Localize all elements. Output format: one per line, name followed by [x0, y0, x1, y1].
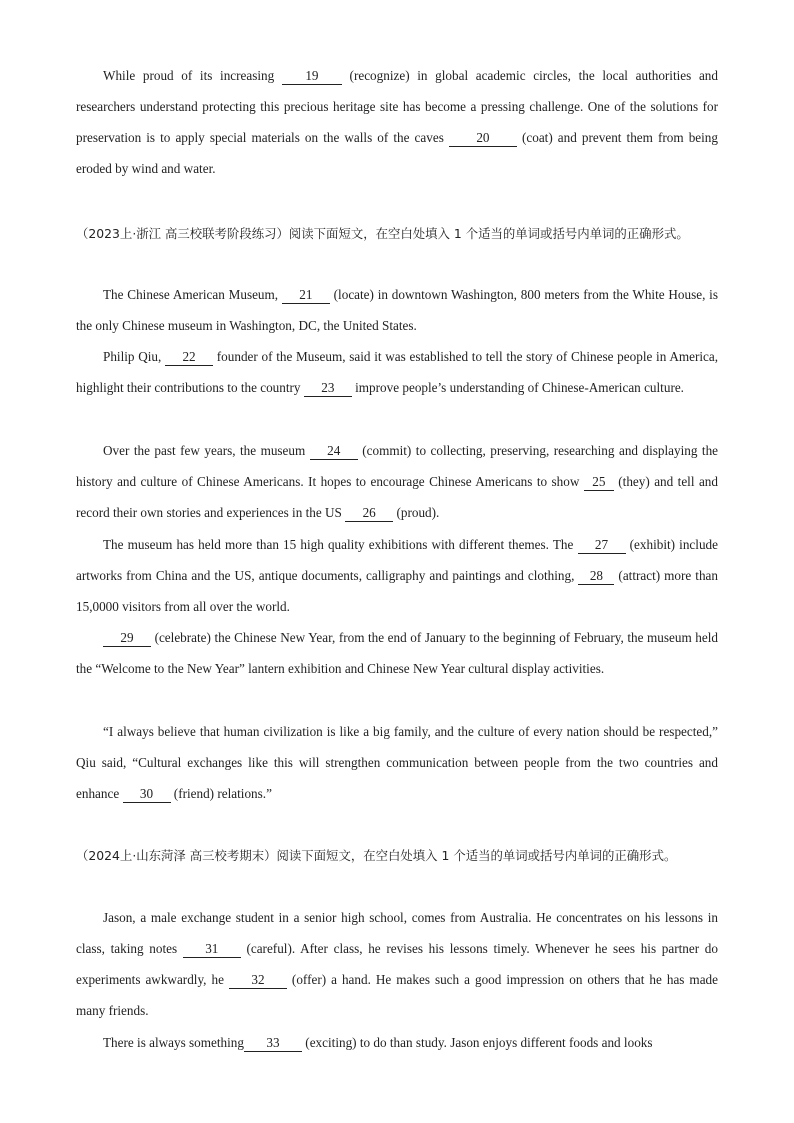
answer-blank-29[interactable]: 29 [103, 630, 151, 647]
answer-blank-24[interactable]: 24 [310, 443, 358, 460]
paragraph [76, 279, 718, 341]
paragraph [76, 622, 718, 684]
answer-blank-23[interactable]: 23 [304, 380, 352, 397]
paragraph [76, 60, 718, 184]
answer-blank-19[interactable]: 19 [282, 68, 342, 85]
paragraph-text: (commit) to collecting, preserving, researching and displaying the history and culture of Chinese Americans. It hopes to encourage Chinese Americans to show [76, 443, 719, 489]
paragraph-text: (coat) and prevent them from being eroded by wind and water. [76, 130, 718, 176]
answer-blank-22[interactable]: 22 [165, 349, 213, 366]
paragraph-text: (locate) in downtown Washington, 800 meters from the White House, is the only Chinese museum in Washington, DC, the United States. [76, 287, 718, 333]
paragraph-text: (recognize) in global academic circles, the local authorities and researchers understand protecting this precious heritage site has become a pressing challenge. One of the solutions for preservation is to apply special materials on the walls of the caves [76, 68, 718, 145]
section-heading: （2024上·山东菏泽 高三校考期末）阅读下面短文，在空白处填入 1 个适当的单词或括号内单词的正确形式。 [76, 848, 677, 863]
answer-blank-25[interactable]: 25 [584, 474, 614, 491]
answer-blank-31[interactable]: 31 [183, 941, 241, 958]
answer-blank-32[interactable]: 32 [229, 972, 287, 989]
paragraph [76, 529, 718, 622]
paragraph-text: (exhibit) include artworks from China and the US, antique documents, calligraphy and paintings and clothing, [76, 537, 718, 583]
paragraph-text: Jason, a male exchange student in a senior high school, comes from Australia. He concentrates on his lessons in class, taking notes [76, 910, 718, 956]
paragraph-text: (celebrate) the Chinese New Year, from the end of January to the beginning of February, the museum held the “Welcome to the New Year” lantern exhibition and Chinese New Year cultural display activities. [76, 630, 718, 676]
paragraph-text: (proud). [393, 505, 440, 520]
paragraph-text: (careful). After class, he revises his lessons timely. Whenever he sees his partner do experiments awkwardly, he [76, 941, 718, 987]
paragraph-text: (offer) a hand. He makes such a good impression on others that he has made many friends. [76, 972, 718, 1018]
answer-blank-28[interactable]: 28 [578, 568, 614, 585]
paragraph-text: (friend) relations.” [170, 786, 272, 801]
answer-blank-26[interactable]: 26 [345, 505, 393, 522]
paragraph-text: The museum has held more than 15 high quality exhibitions with different themes. The [103, 537, 578, 552]
paragraph-text: (they) and tell and record their own stories and experiences in the US [76, 474, 718, 520]
paragraph [76, 1027, 718, 1058]
answer-blank-30[interactable]: 30 [123, 786, 171, 803]
paragraph [76, 341, 718, 403]
paragraph-text: There is always something [103, 1035, 244, 1050]
paragraph-text: While proud of its increasing [103, 68, 282, 83]
answer-blank-21[interactable]: 21 [282, 287, 330, 304]
paragraph [76, 716, 718, 809]
paragraph-text: (attract) more than 15,0000 visitors from all over the world. [76, 568, 719, 614]
answer-blank-33[interactable]: 33 [244, 1035, 302, 1052]
paragraph-text: Over the past few years, the museum [103, 443, 310, 458]
paragraph [76, 435, 718, 528]
answer-blank-20[interactable]: 20 [449, 130, 517, 147]
paragraph-text: The Chinese American Museum, [103, 287, 282, 302]
paragraph-text: founder of the Museum, said it was established to tell the story of Chinese people in America, highlight their contributions to the country [76, 349, 719, 395]
paragraph-text: Philip Qiu, [103, 349, 166, 364]
paragraph [76, 902, 718, 1026]
answer-blank-27[interactable]: 27 [578, 537, 626, 554]
paragraph-text: improve people’s understanding of Chinese-American culture. [351, 380, 684, 395]
paragraph-text: “I always believe that human civilization is like a big family, and the culture of every nation should be respected,” Qiu said, “Cultural exchanges like this will strengthen communication between people from the two countries and enhance [76, 724, 718, 801]
section-heading: （2023上·浙江 高三校联考阶段练习）阅读下面短文，在空白处填入 1 个适当的单词或括号内单词的正确形式。 [76, 226, 689, 241]
paragraph-text: (exciting) to do than study. Jason enjoys different foods and looks [302, 1035, 653, 1050]
